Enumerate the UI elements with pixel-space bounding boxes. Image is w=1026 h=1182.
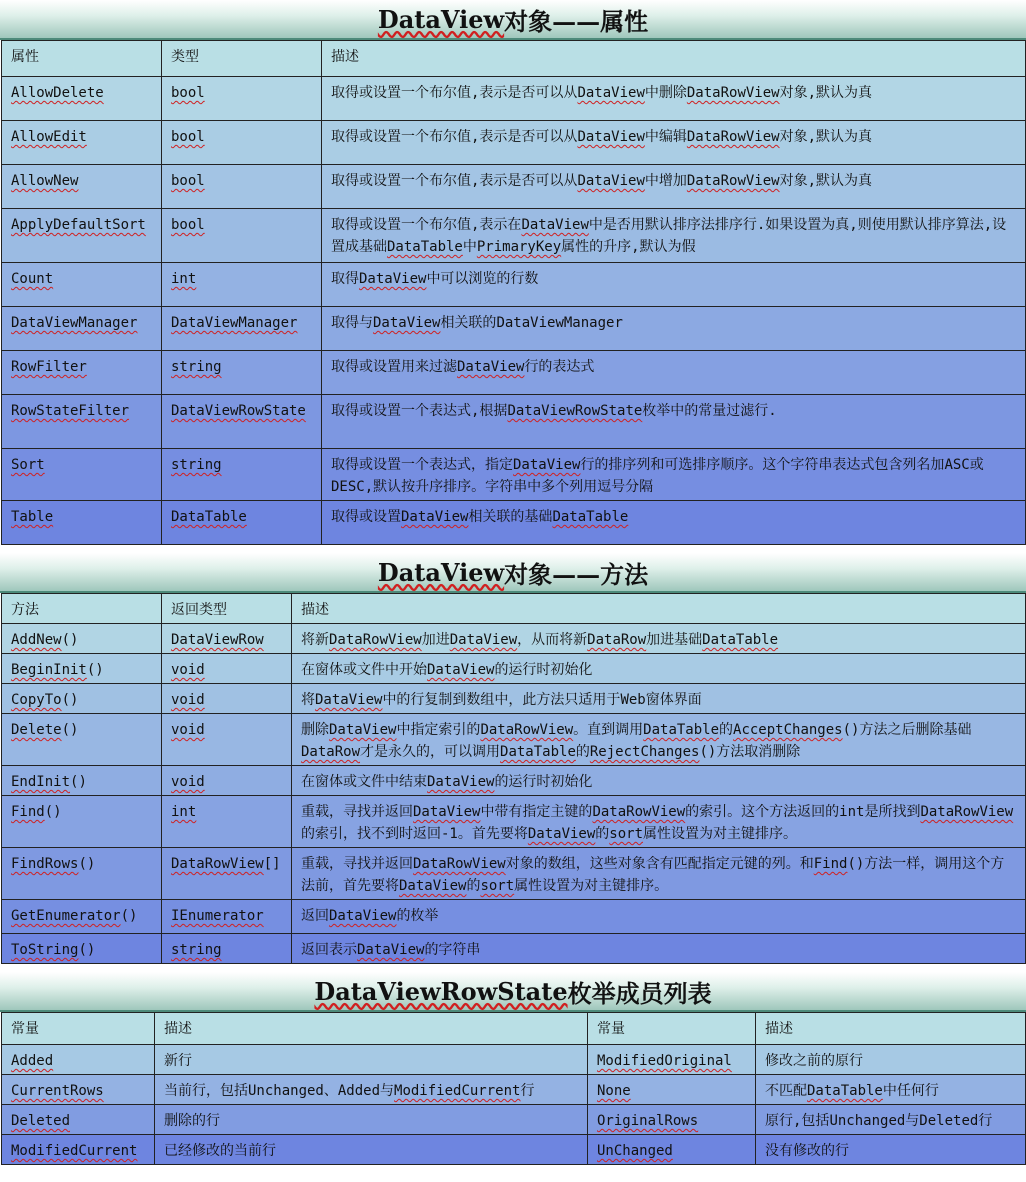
properties-cell-type: string xyxy=(162,351,322,395)
properties-cell-desc: 取得或设置一个布尔值,表示是否可以从DataView中删除DataRowView对象,默认为真 xyxy=(322,77,1026,121)
methods-cell-desc: 在窗体或文件中开始DataView的运行时初始化 xyxy=(292,654,1026,684)
section-gap xyxy=(0,964,1026,972)
rowstate-cell-c1: Added xyxy=(2,1045,155,1075)
rowstate-cell-c1: CurrentRows xyxy=(2,1075,155,1105)
properties-row xyxy=(2,263,1026,307)
properties-cell-type: DataTable xyxy=(162,501,322,545)
rowstate-cell-c2: None xyxy=(588,1075,756,1105)
properties-cell-desc: 取得或设置一个表达式，指定DataView行的排序列和可选排序顺序。这个字符串表达式包含列名加ASC或DESC,默认按升序排序。字符串中多个列用逗号分隔 xyxy=(322,449,1026,501)
properties-cell-desc: 取得DataView中可以浏览的行数 xyxy=(322,263,1026,307)
methods-cell-type: void xyxy=(162,684,292,714)
properties-cell-name: AllowEdit xyxy=(2,121,162,165)
methods-cell-type: void xyxy=(162,766,292,796)
methods-cell-desc: 重载，寻找并返回DataView中带有指定主键的DataRowView的索引。这个方法返回的int是所找到DataRowView的索引，找不到时返回-1。首先要将DataView的sort属性设置为对主键排序。 xyxy=(292,796,1026,848)
methods-header-cell: 描述 xyxy=(292,594,1026,624)
properties-cell-desc: 取得或设置一个表达式,根据DataViewRowState枚举中的常量过滤行. xyxy=(322,395,1026,449)
properties-row xyxy=(2,395,1026,449)
methods-cell-type: void xyxy=(162,714,292,766)
methods-header-row xyxy=(2,594,1026,624)
methods-cell-name: ToString() xyxy=(2,934,162,964)
properties-row xyxy=(2,209,1026,263)
rowstate-header-cell: 描述 xyxy=(756,1013,1026,1045)
rowstate-cell-d2: 原行,包括Unchanged与Deleted行 xyxy=(756,1105,1026,1135)
methods-cell-type: IEnumerator xyxy=(162,900,292,934)
properties-cell-desc: 取得或设置DataView相关联的基础DataTable xyxy=(322,501,1026,545)
properties-cell-name: Count xyxy=(2,263,162,307)
rowstate-cell-c1: ModifiedCurrent xyxy=(2,1135,155,1165)
properties-header-cell: 属性 xyxy=(2,41,162,77)
properties-cell-name: DataViewManager xyxy=(2,307,162,351)
methods-cell-desc: 将新DataRowView加进DataView，从而将新DataRow加进基础DataTable xyxy=(292,624,1026,654)
methods-row xyxy=(2,714,1026,766)
properties-title-latin: DataView xyxy=(377,4,505,34)
methods-cell-desc: 将DataView中的行复制到数组中，此方法只适用于Web窗体界面 xyxy=(292,684,1026,714)
rowstate-cell-d1: 当前行，包括Unchanged、Added与ModifiedCurrent行 xyxy=(155,1075,588,1105)
properties-cell-type: bool xyxy=(162,165,322,209)
rowstate-table xyxy=(1,1012,1026,1165)
properties-row xyxy=(2,351,1026,395)
rowstate-header-row xyxy=(2,1013,1026,1045)
properties-title xyxy=(0,0,1026,40)
properties-table xyxy=(1,40,1026,545)
methods-cell-name: FindRows() xyxy=(2,848,162,900)
properties-cell-desc: 取得或设置用来过滤DataView行的表达式 xyxy=(322,351,1026,395)
properties-cell-type: DataViewManager xyxy=(162,307,322,351)
rowstate-title-rest: 枚举成员列表 xyxy=(567,978,712,1008)
methods-cell-name: CopyTo() xyxy=(2,684,162,714)
methods-cell-desc: 返回表示DataView的字符串 xyxy=(292,934,1026,964)
properties-title-rest: 对象——属性 xyxy=(504,6,649,36)
methods-row xyxy=(2,900,1026,934)
properties-row xyxy=(2,307,1026,351)
rowstate-cell-c1: Deleted xyxy=(2,1105,155,1135)
methods-row xyxy=(2,654,1026,684)
properties-cell-type: DataViewRowState xyxy=(162,395,322,449)
methods-table xyxy=(1,593,1026,964)
methods-row xyxy=(2,624,1026,654)
methods-title-rest: 对象——方法 xyxy=(504,559,649,589)
properties-row xyxy=(2,77,1026,121)
methods-cell-name: GetEnumerator() xyxy=(2,900,162,934)
rowstate-cell-d2: 修改之前的原行 xyxy=(756,1045,1026,1075)
methods-header-cell: 方法 xyxy=(2,594,162,624)
rowstate-row xyxy=(2,1135,1026,1165)
methods-cell-type: string xyxy=(162,934,292,964)
methods-cell-name: BeginInit() xyxy=(2,654,162,684)
rowstate-title-latin: DataViewRowState xyxy=(314,976,568,1006)
rowstate-cell-d2: 不匹配DataTable中任何行 xyxy=(756,1075,1026,1105)
properties-cell-desc: 取得或设置一个布尔值,表示是否可以从DataView中增加DataRowView对象,默认为真 xyxy=(322,165,1026,209)
methods-row xyxy=(2,848,1026,900)
methods-cell-name: EndInit() xyxy=(2,766,162,796)
rowstate-cell-c2: ModifiedOriginal xyxy=(588,1045,756,1075)
rowstate-header-cell: 常量 xyxy=(588,1013,756,1045)
properties-cell-type: bool xyxy=(162,77,322,121)
methods-cell-name: AddNew() xyxy=(2,624,162,654)
properties-header-cell: 描述 xyxy=(322,41,1026,77)
methods-header-cell: 返回类型 xyxy=(162,594,292,624)
rowstate-cell-d1: 已经修改的当前行 xyxy=(155,1135,588,1165)
methods-cell-type: DataViewRow xyxy=(162,624,292,654)
properties-cell-name: ApplyDefaultSort xyxy=(2,209,162,263)
methods-cell-type: int xyxy=(162,796,292,848)
rowstate-header-cell: 常量 xyxy=(2,1013,155,1045)
section-gap xyxy=(0,545,1026,553)
methods-title-latin: DataView xyxy=(377,557,505,587)
methods-cell-desc: 重载，寻找并返回DataRowView对象的数组，这些对象含有匹配指定元键的列。和Find()方法一样，调用这个方法前，首先要将DataView的sort属性设置为对主键排序。 xyxy=(292,848,1026,900)
properties-cell-type: bool xyxy=(162,121,322,165)
methods-row xyxy=(2,766,1026,796)
rowstate-cell-c2: UnChanged xyxy=(588,1135,756,1165)
properties-cell-desc: 取得与DataView相关联的DataViewManager xyxy=(322,307,1026,351)
methods-cell-type: void xyxy=(162,654,292,684)
properties-row xyxy=(2,165,1026,209)
methods-cell-type: DataRowView[] xyxy=(162,848,292,900)
properties-header-cell: 类型 xyxy=(162,41,322,77)
rowstate-row xyxy=(2,1105,1026,1135)
properties-header-row xyxy=(2,41,1026,77)
rowstate-title xyxy=(0,972,1026,1012)
properties-cell-name: Table xyxy=(2,501,162,545)
properties-cell-name: RowStateFilter xyxy=(2,395,162,449)
rowstate-row xyxy=(2,1045,1026,1075)
rowstate-cell-d2: 没有修改的行 xyxy=(756,1135,1026,1165)
methods-row xyxy=(2,796,1026,848)
properties-cell-type: string xyxy=(162,449,322,501)
rowstate-header-cell: 描述 xyxy=(155,1013,588,1045)
rowstate-cell-d1: 删除的行 xyxy=(155,1105,588,1135)
properties-cell-type: bool xyxy=(162,209,322,263)
rowstate-cell-c2: OriginalRows xyxy=(588,1105,756,1135)
properties-row xyxy=(2,449,1026,501)
properties-cell-name: Sort xyxy=(2,449,162,501)
methods-cell-desc: 删除DataView中指定索引的DataRowView。直到调用DataTable的AcceptChanges()方法之后删除基础DataRow才是永久的，可以调用DataTable的RejectChanges()方法取消删除 xyxy=(292,714,1026,766)
properties-cell-desc: 取得或设置一个布尔值,表示在DataView中是否用默认排序法排序行.如果设置为真,则使用默认排序算法,设置成基础DataTable中PrimaryKey属性的升序,默认为假 xyxy=(322,209,1026,263)
methods-cell-name: Find() xyxy=(2,796,162,848)
methods-cell-desc: 返回DataView的枚举 xyxy=(292,900,1026,934)
rowstate-row xyxy=(2,1075,1026,1105)
methods-row xyxy=(2,934,1026,964)
rowstate-cell-d1: 新行 xyxy=(155,1045,588,1075)
properties-row xyxy=(2,121,1026,165)
properties-cell-name: RowFilter xyxy=(2,351,162,395)
properties-cell-name: AllowNew xyxy=(2,165,162,209)
methods-cell-desc: 在窗体或文件中结束DataView的运行时初始化 xyxy=(292,766,1026,796)
properties-cell-type: int xyxy=(162,263,322,307)
properties-cell-desc: 取得或设置一个布尔值,表示是否可以从DataView中编辑DataRowView对象,默认为真 xyxy=(322,121,1026,165)
methods-title xyxy=(0,553,1026,593)
methods-cell-name: Delete() xyxy=(2,714,162,766)
properties-row xyxy=(2,501,1026,545)
properties-cell-name: AllowDelete xyxy=(2,77,162,121)
methods-row xyxy=(2,684,1026,714)
